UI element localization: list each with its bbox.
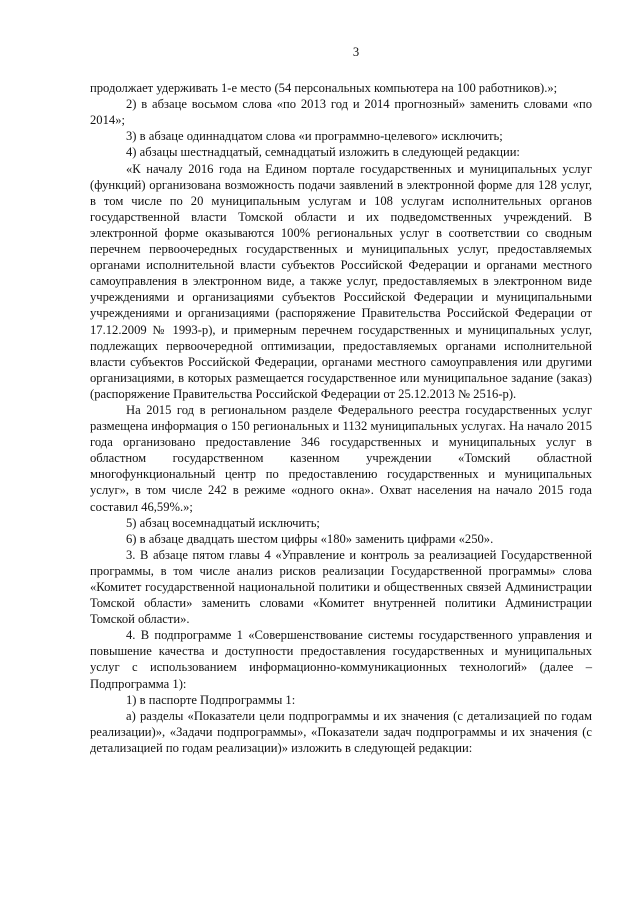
paragraph-6: На 2015 год в региональном разделе Федерального реестра государственных услуг размещена информация о 150 региональных и 1132 муниципальных услугах. На начало 2015 года организовано предоставление 346 государственных и муниципальных услуг в областном государственном казенном учреждении «Томский областной многофункциональный центр по предоставлению государственных и муниципальных услуг», в том числе 242 в режиме «одного окна». Охват населения на начало 2015 года составил 46,59%.»; <box>90 402 592 514</box>
paragraph-1: продолжает удерживать 1-е место (54 персональных компьютера на 100 работников).»; <box>90 81 558 96</box>
paragraph-4: 4) абзацы шестнадцатый, семнадцатый изложить в следующей редакции: <box>126 145 520 160</box>
paragraph-3: 3) в абзаце одиннадцатом слова «и программно-целевого» исключить; <box>126 129 503 144</box>
page-number: 3 <box>352 45 360 59</box>
paragraph-10: 4. В подпрограмме 1 «Совершенствование системы государственного управления и повышение качества и доступности предоставления государственных и муниципальных услуг с использованием информационно-коммуникационных технологий» (далее – Подпрограмма 1): <box>90 628 592 691</box>
paragraph-9: 3. В абзаце пятом главы 4 «Управление и контроль за реализацией Государственной программы, в том числе анализ рисков реализации Государственной программы» слова «Комитет государственной национальной политики и общественных связей Администрации Томской области» заменить словами «Комитет внутренней политики Администрации Томской области». <box>90 547 592 627</box>
paragraph-7: 5) абзац восемнадцатый исключить; <box>126 515 320 530</box>
paragraph-5: «К началу 2016 года на Едином портале государственных и муниципальных услуг (функций) организована возможность подачи заявлений в электронной форме для 128 услуг, в том числе по 20 муниципальным услугам и 108 услугам исполнительных органов государственной власти Томской области и их подведомственных учреждений. В электронной форме оказываются 100% региональных услуг в соответствии со сводным перечнем первоочередных государственных и муниципальных услуг, предоставляемых органами исполнительной власти субъектов Российской Федерации и органами местного самоуправления в электронном виде, а также услуг, предоставляемых в электронном виде учреждениями и организациями субъектов Российской Федерации и муниципальными учреждениями и организациями (распоряжение Правительства Российской Федерации от 17.12.2009 № 1993-р), и примерным перечнем государственных и муниципальных услуг, подлежащих первоочередной оптимизации, предоставляемых органами исполнительной власти субъектов Российской Федерации, органами местного самоуправления или другими организациями, в которых размещается государственное или муниципальное задание (заказ) (распоряжение Правительства Российской Федерации от 25.12.2013 № 2516-р). <box>90 161 592 401</box>
paragraph-12: а) разделы «Показатели цели подпрограммы и их значения (с детализацией по годам реализации)», «Задачи подпрограммы», «Показатели задач подпрограммы и их значения (с детализацией по годам реализации)» изложить в следующей редакции: <box>90 708 592 755</box>
paragraph-8: 6) в абзаце двадцать шестом цифры «180» заменить цифрами «250». <box>126 531 494 546</box>
paragraph-11: 1) в паспорте Подпрограммы 1: <box>126 692 296 707</box>
paragraph-2: 2) в абзаце восьмом слова «по 2013 год и 2014 прогнозный» заменить словами «по 2014»; <box>90 97 592 128</box>
